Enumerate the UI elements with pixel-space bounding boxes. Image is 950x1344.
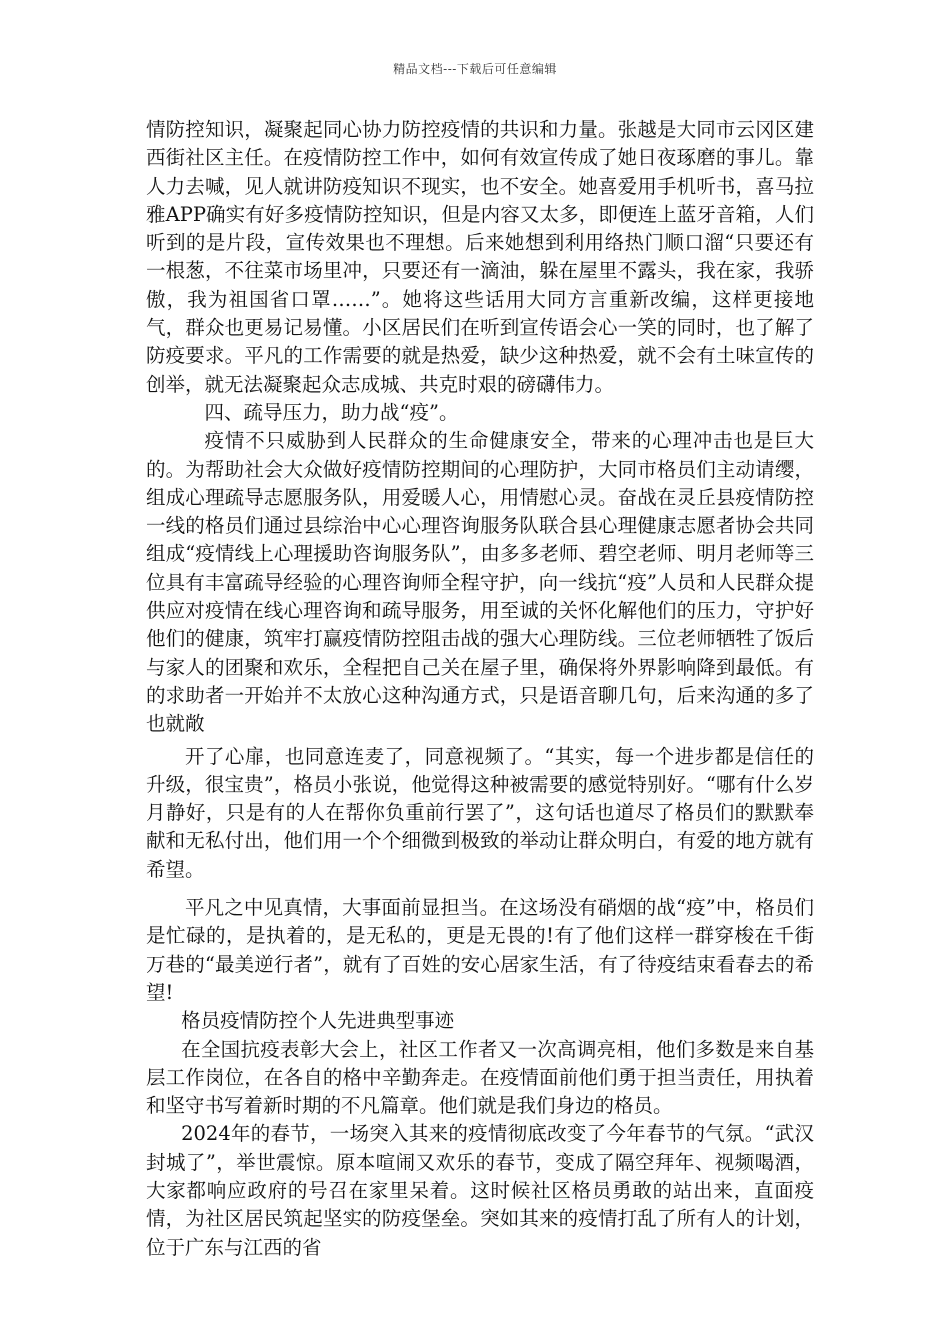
paragraph-spring-festival: 2024年的春节，一场突入其来的疫情彻底改变了今年春节的气氛。“武汉封城了”，举世震惊。原本喧闹又欢乐的春节，变成了隔空拜年、视频喝酒，大家都响应政府的号召在家里呆着。这时候社区格员勇敢的站出来，直面疫情，为社区居民筑起坚实的防疫堡垒。突如其来的疫情打乱了所有人的计划，位于广东与江西的省: [146, 1122, 814, 1259]
section-heading-four: 四、疏导压力，助力战“疫”。: [204, 400, 459, 424]
paragraph-conclusion: 平凡之中见真情，大事面前显担当。在这场没有硝烟的战“疫”中，格员们是忙碌的，是执着的，是无私的，更是无畏的!有了他们这样一群穿梭在千街万巷的“最美逆行者”，就有了百姓的安心居家生活，有了待疫结束看春去的希望!: [146, 896, 814, 1004]
article-title: 格员疫情防控个人先进典型事迹: [181, 1009, 455, 1033]
paragraph-commendation: 在全国抗疫表彰大会上，社区工作者又一次高调亮相，他们多数是来自基层工作岗位，在各自的格中辛勤奔走。在疫情面前他们勇于担当责任，用执着和坚守书写着新时期的不凡篇章。他们就是我们身边的格员。: [146, 1037, 814, 1118]
paragraph-psychological: 疫情不只威胁到人民群众的生命健康安全，带来的心理冲击也是巨大的。为帮助社会大众做好疫情防控期间的心理防护，大同市格员们主动请缨，组成心理疏导志愿服务队，用爱暖人心，用情慰心灵。奋战在灵丘县疫情防控一线的格员们通过县综治中心心理咨询服务队联合县心理健康志愿者协会共同组成“疫情线上心理援助咨询服务队”，由多多老师、碧空老师、明月老师等三位具有丰富疏导经验的心理咨询师全程守护，向一线抗“疫”人员和人民群众提供应对疫情在线心理咨询和疏导服务，用至诚的关怀化解他们的压力，守护好他们的健康，筑牢打赢疫情防控阻击战的强大心理防线。三位老师牺牲了饭后与家人的团聚和欢乐，全程把自己关在屋子里，确保将外界影响降到最低。有的求助者一开始并不太放心这种沟通方式，只是语音聊几句，后来沟通的多了也就敞: [146, 429, 814, 736]
paragraph-open-heart: 开了心扉，也同意连麦了，同意视频了。“其实，每一个进步都是信任的升级，很宝贵”，格员小张说，他觉得这种被需要的感觉特别好。“哪有什么岁月静好，只是有的人在帮你负重前行罢了”，这句话也道尽了格员们的默默奉献和无私付出，他们用一个个细微到极致的举动让群众明白，有爱的地方就有希望。: [146, 744, 814, 881]
paragraph-intro: 情防控知识，凝聚起同心协力防控疫情的共识和力量。张越是大同市云冈区建西街社区主任。在疫情防控工作中，如何有效宣传成了她日夜琢磨的事儿。靠人力去喊，见人就讲防疫知识不现实，也不安全。她喜爱用手机听书，喜马拉雅APP确实有好多疫情防控知识，但是内容又太多，即便连上蓝牙音箱，人们听到的是片段，宣传效果也不理想。后来她想到利用络热门顺口溜“只要还有一根葱，不往菜市场里冲，只要还有一滴油，躲在屋里不露头，我在家，我骄傲，我为祖国省口罩……”。她将这些话用大同方言重新改编，这样更接地气，群众也更易记易懂。小区居民们在听到宣传语会心一笑的同时，也了解了防疫要求。平凡的工作需要的就是热爱，缺少这种热爱，就不会有土味宣传的创举，就无法凝聚起众志成城、共克时艰的磅礴伟力。: [146, 118, 814, 396]
document-body: [146, 116, 814, 1262]
page-header: 精品文档---下载后可任意编辑: [393, 62, 557, 76]
